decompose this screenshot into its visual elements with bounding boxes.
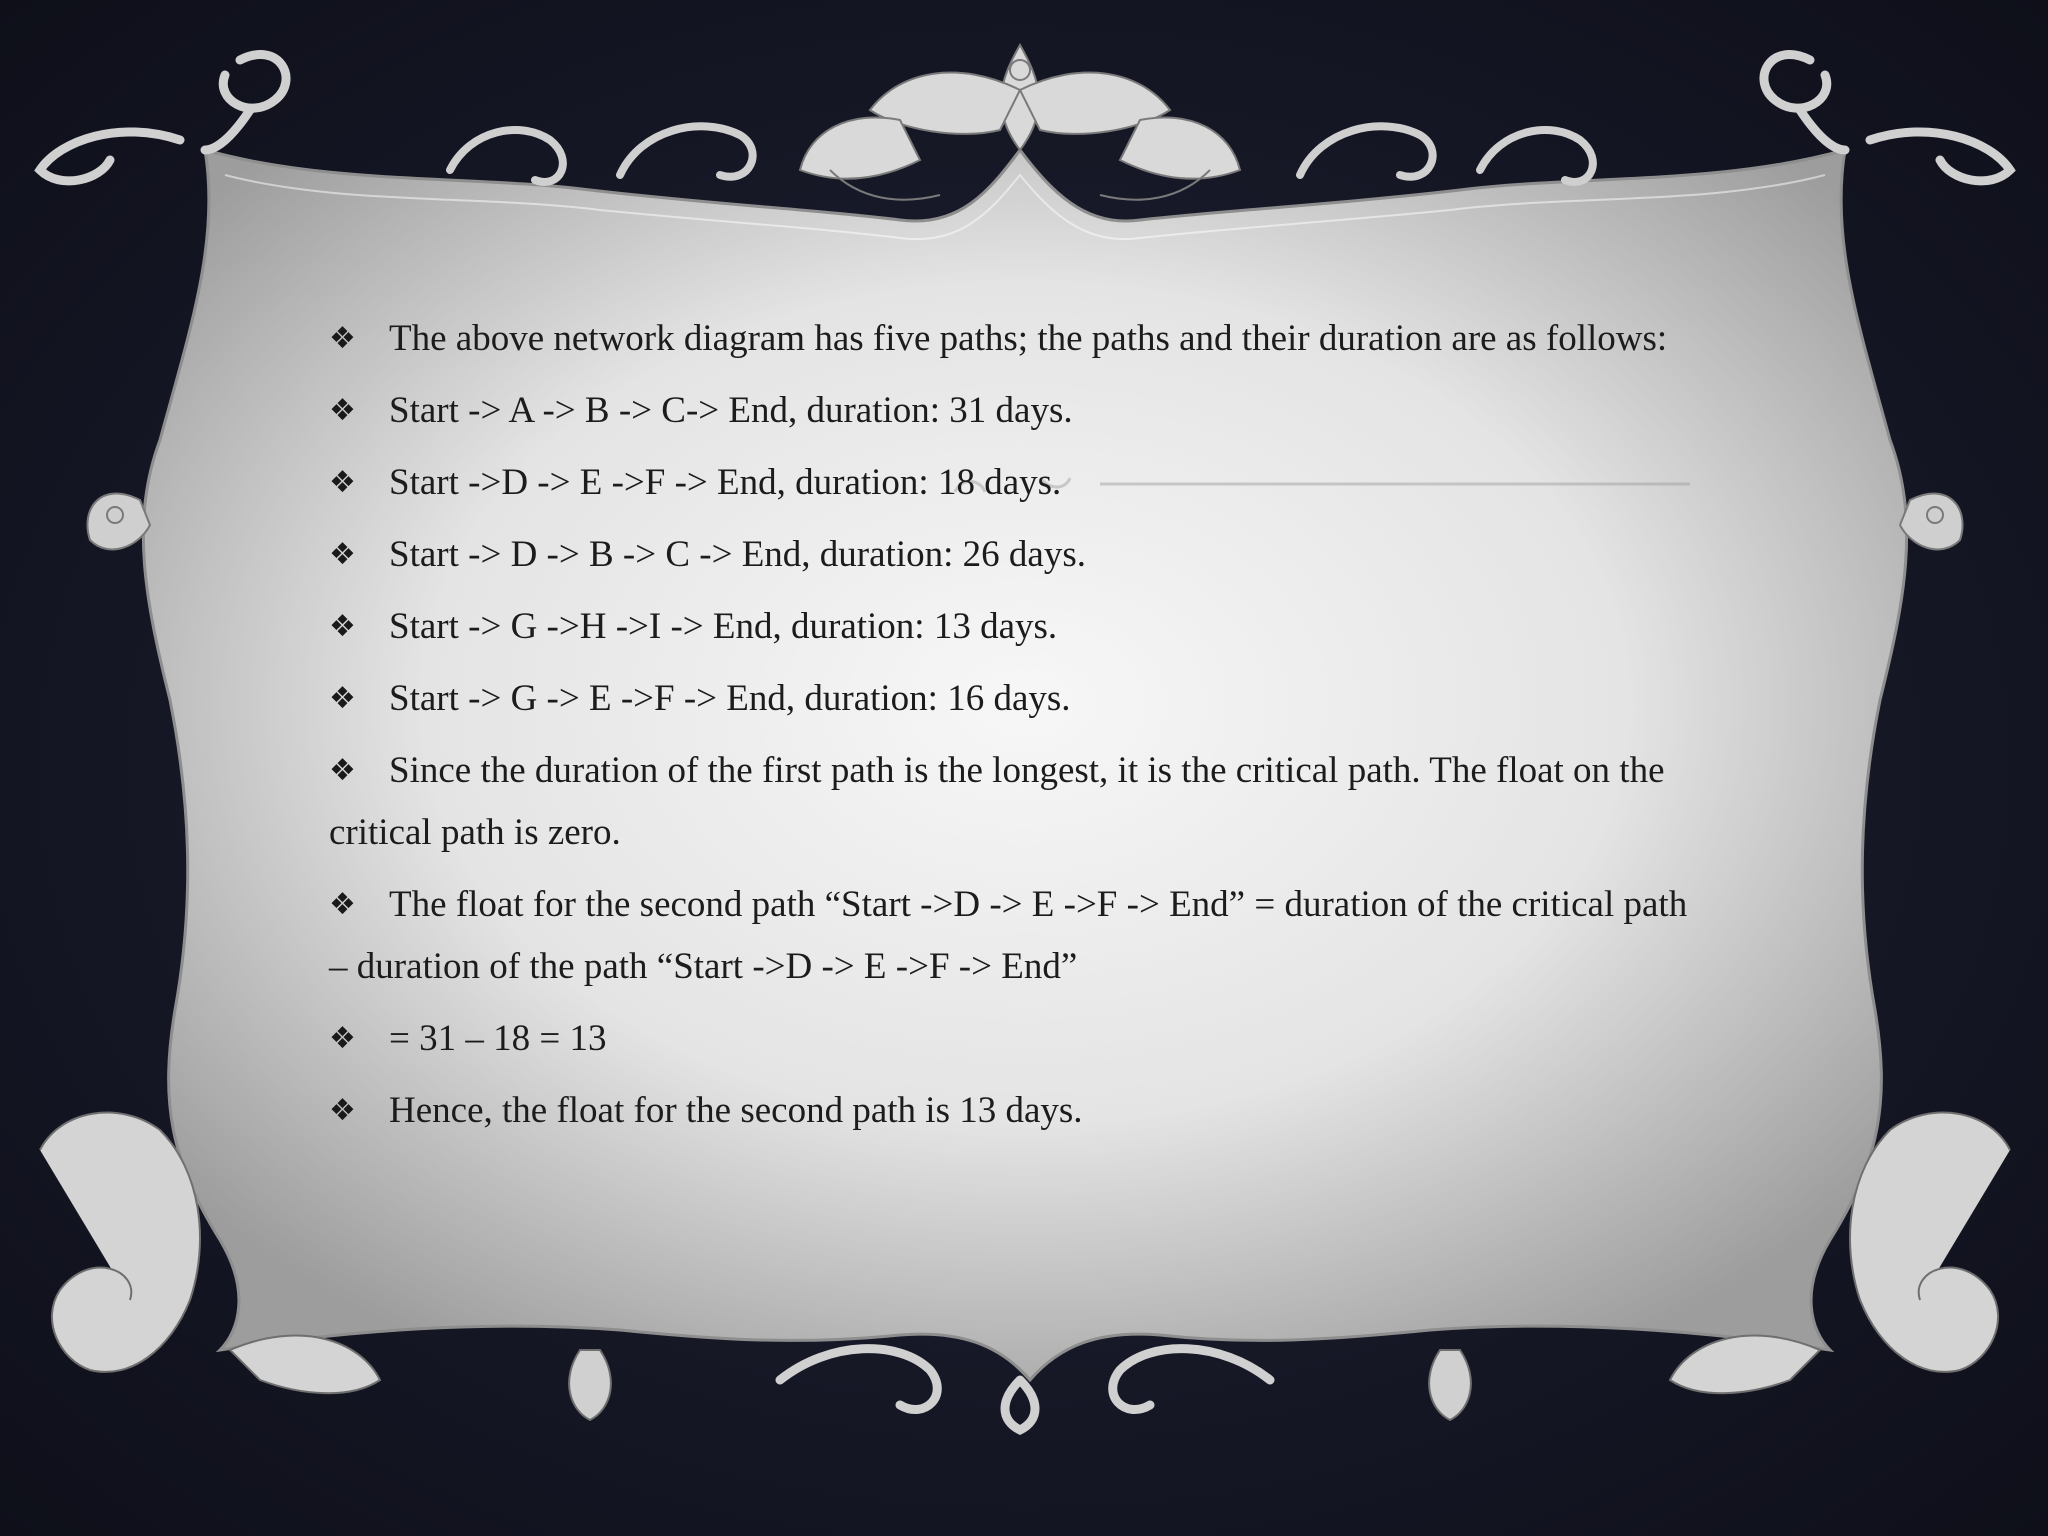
list-item-text: Start -> G -> E ->F -> End, duration: 16 days. bbox=[389, 678, 1071, 719]
list-item bbox=[329, 308, 1699, 370]
bullet-icon: ❖ bbox=[329, 537, 356, 572]
left-side-ornament bbox=[87, 494, 150, 550]
list-item-text: The above network diagram has five paths; the paths and their duration are as follows: bbox=[389, 318, 1668, 359]
list-item-text: Start -> A -> B -> C-> End, duration: 31 days. bbox=[389, 390, 1073, 431]
list-item bbox=[329, 524, 1699, 586]
list-item bbox=[329, 452, 1699, 514]
list-item-text: Since the duration of the first path is the longest, it is the critical path. The float on the critical path is zero. bbox=[329, 750, 1665, 853]
list-item bbox=[329, 874, 1699, 998]
bullet-icon: ❖ bbox=[329, 887, 356, 922]
right-side-ornament bbox=[1900, 494, 1963, 550]
bullet-icon: ❖ bbox=[329, 753, 356, 788]
bullet-icon: ❖ bbox=[329, 1021, 356, 1056]
list-item bbox=[329, 596, 1699, 658]
list-item-text: Hence, the float for the second path is 13 days. bbox=[389, 1090, 1083, 1131]
list-item-text: Start -> D -> B -> C -> End, duration: 26 days. bbox=[389, 534, 1086, 575]
bullet-icon: ❖ bbox=[329, 465, 356, 500]
bullet-icon: ❖ bbox=[329, 609, 356, 644]
list-item bbox=[329, 740, 1699, 864]
bullet-icon: ❖ bbox=[329, 681, 356, 716]
list-item bbox=[329, 1080, 1699, 1142]
list-item-text: Start -> G ->H ->I -> End, duration: 13 days. bbox=[389, 606, 1058, 647]
list-item-text: = 31 – 18 = 13 bbox=[389, 1018, 607, 1059]
bullet-icon: ❖ bbox=[329, 321, 356, 356]
list-item bbox=[329, 1008, 1699, 1070]
bullet-icon: ❖ bbox=[329, 393, 356, 428]
bullet-icon: ❖ bbox=[329, 1093, 356, 1128]
list-item-text: The float for the second path “Start ->D -> E ->F -> End” = duration of the critical path – duration of the path “Start ->D -> E ->F -> End” bbox=[329, 884, 1688, 987]
list-item bbox=[329, 380, 1699, 442]
list-item bbox=[329, 668, 1699, 730]
slide-body bbox=[329, 308, 1699, 1142]
list-item-text: Start ->D -> E ->F -> End, duration: 18 days. bbox=[389, 462, 1062, 503]
